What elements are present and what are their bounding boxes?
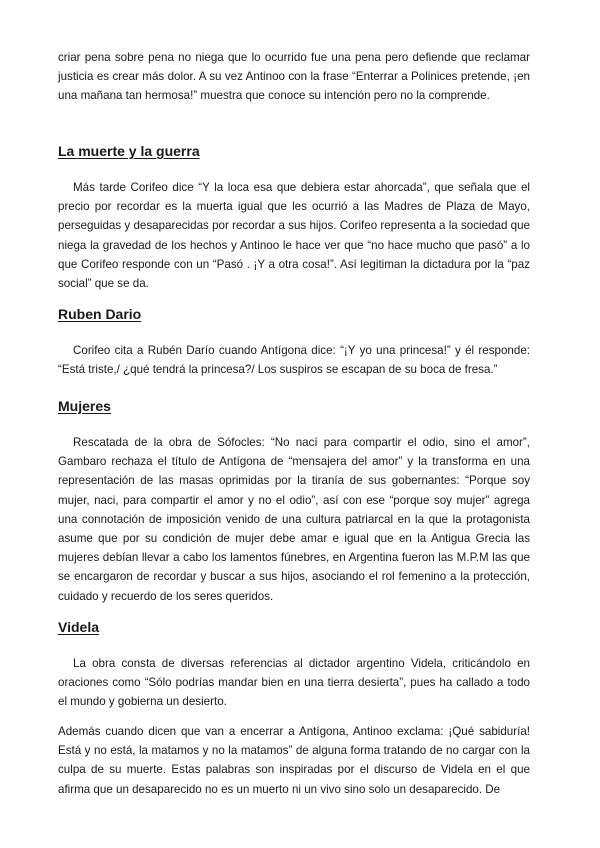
paragraph-mujeres: Rescatada de la obra de Sófocles: “No nací para compartir el odio, sino el amor”, Gambaro rechaza el título de Antígona de “mensajera del amor” y la transforma en una representación de las masas oprimidas por la tiranía de sus gobernantes: “Porque soy mujer, naci, para compartir el amor y no el odio”, así con ese “porque soy mujer” agrega una connotación de imposición venido de una cultura patriarcal en la que la protagonista asume que por su condición de mujer debe amar e igual que en la Antigua Grecia las mujeres debían llevar a cabo los lamentos fúnebres, en Argentina fueron las M.P.M las que se encargaron de recordar y buscar a sus hijos, asociando el rol femenino a la protección, cuidado y recuerdo de los seres queridos. <box>58 436 530 603</box>
section-heading-mujeres: Mujeres <box>58 398 111 414</box>
paragraph-ruben-dario: Corifeo cita a Rubén Darío cuando Antígona dice: “¡Y yo una princesa!” y él responde: “Está triste,/ ¿qué tendrá la princesa?/ Los suspiros se escapan de su boca de fresa.” <box>58 344 530 377</box>
section-heading-videla: Videla <box>58 619 99 635</box>
intro-paragraph: criar pena sobre pena no niega que lo ocurrido fue una pena pero defiende que reclamar justicia es crear más dolor. A su vez Antinoo con la frase “Enterrar a Polinices pretende, ¡en una mañana tan hermosa!” muestra que conoce su intención pero no la comprende. <box>58 51 530 103</box>
section-heading-la-muerte-y-la-guerra: La muerte y la guerra <box>58 143 200 159</box>
section-heading-ruben-dario: Ruben Dario <box>58 306 142 322</box>
paragraph-muerte-guerra: Más tarde Corifeo dice “Y la loca esa que debiera estar ahorcada”, que señala que el precio por recordar es la muerta igual que les ocurrió a las Madres de Plaza de Mayo, perseguidas y desaparecidas por recordar a sus hijos. Corifeo representa a la sociedad que niega la gravedad de los hechos y Antinoo le hace ver que “no hace mucho que pasó” a lo que Corifeo responde con un “Pasó . ¡Y a otra cosa!”. Así legitiman la dictadura por la “paz social” que se da. <box>58 181 530 291</box>
paragraph-videla-2: Además cuando dicen que van a encerrar a Antígona, Antinoo exclama: ¡Qué sabiduría! Está y no está, la matamos y no la matamos” de alguna forma tratando de no cargar con la culpa de su muerte. Estas palabras son inspiradas por el discurso de Videla en el que afirma que un desaparecido no es un muerto ni un vivo sino solo un desaparecido. De <box>58 725 530 796</box>
paragraph-videla-1: La obra consta de diversas referencias al dictador argentino Videla, criticándolo en oraciones como “Sólo podrías mandar bien en una tierra desierta”, pues ha callado a todo el mundo y gobierna un desierto. <box>58 657 530 709</box>
